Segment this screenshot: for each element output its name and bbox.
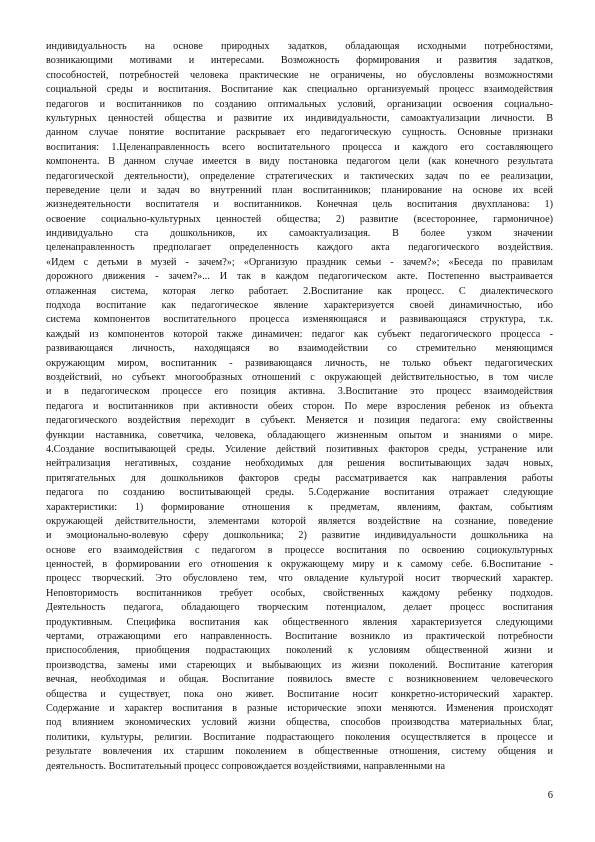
text-line: основе его взаимодействия с педагогом в процессе воспитания по освоению социокультурных — [46, 544, 553, 556]
text-line: каждый из компонентов которой также динамичен: педагог как субъект педагогического процесса - — [46, 328, 553, 340]
text-line: целенаправленность предполагает определенность каждого акта педагогического воздействия. — [46, 242, 553, 254]
text-line: общества и существует, пока оно живет. Воспитание носит конкретно-исторический характер. — [46, 688, 553, 700]
text-line: данном случае понятие воспитание раскрывает его педагогическую сущность. Основные признаки — [46, 127, 553, 139]
text-line: приспособления, приобщения подрастающих поколений к условиям общественной жизни и — [46, 645, 553, 657]
text-line: и эмоционально-волевую сферу дошкольника; 2) развитие индивидуальности дошкольника на — [46, 530, 553, 542]
document-page-body — [46, 40, 553, 774]
text-line: продуктивным. Специфика воспитания как общественного явления характеризуется следующими — [46, 616, 553, 628]
text-line: под влиянием экономических условий жизни общества, способов производства материальных благ, — [46, 717, 553, 729]
text-line: производства, замены ими стареющих и выбывающих из жизни поколений. Воспитание категория — [46, 659, 553, 671]
page-number: 6 — [547, 790, 553, 801]
text-line: нейтрализация негативных, создание необходимых для решения воспитывающих задач новых, — [46, 458, 553, 470]
text-line: возникающими мотивами и интересами. Возможность формирования и развития задатков, — [46, 55, 553, 67]
text-line: результате вовлечения их старшим поколением в общественные отношения, систему общения и — [46, 746, 553, 758]
text-line: жизнедеятельности воспитателя и воспитанников. Конечная цель воспитания двухпланова: 1) — [46, 199, 553, 211]
text-line: вечная, необходимая и общая. Воспитание появилось вместе с возникновением человеческого — [46, 674, 553, 686]
text-line: «Идем с детьми в музей - зачем?»; «Организую праздник семьи - зачем?»; «Беседа по правилам — [46, 256, 553, 268]
text-line: переведение цели и задач во внутренний план воспитанников; планирование на основе их всей — [46, 184, 553, 196]
text-line: ценностей, в формировании его отношения к окружающему миру и к самому себе. 6.Воспитание - — [46, 559, 553, 571]
text-line: педагога по созданию воспитывающей среды. 5.Содержание воспитания отражает следующие — [46, 487, 553, 499]
text-line: политики, культуры, религии. Воспитание подрастающего поколения осуществляется в процессе и — [46, 731, 553, 743]
text-line: освоение социально-культурных ценностей общества; 2) развитие (всестороннее, гармоничное) — [46, 213, 553, 225]
text-line: и в педагогическом процессе его позиция активна. 3.Воспитание это процесс взаимодействия — [46, 386, 553, 398]
text-line: характеристики: 1) формирование отношения к предметам, явлениям, фактам, событиям — [46, 501, 553, 513]
text-line: воспитания: 1.Целенаправленность всего воспитательного процесса и каждого его составляющего — [46, 141, 553, 153]
text-line: Содержание и характер воспитания в разные исторические эпохи меняются. Изменения происходят — [46, 702, 553, 714]
text-line: дорожного движения - зачем?»... И так в каждом педагогическом акте. Постепенно выстраивается — [46, 271, 553, 283]
text-line: компонента. В данном случае имеется в виду постановка педагогом цели (как конечного результата — [46, 156, 553, 168]
text-line: развивающаяся личность, находящаяся во взаимодействии со стремительно меняющимся — [46, 343, 553, 355]
text-line: подхода воспитание как педагогическое явление характеризуется своей динамичностью, ибо — [46, 300, 553, 312]
text-line: функции наставника, советчика, человека, обладающего жизненным опытом и знаниями о мире. — [46, 429, 553, 441]
text-line: отлаженная система, которая легко работает. 2.Воспитание как процесс. С диалектического — [46, 285, 553, 297]
text-line: окружающей действительности, элементами которой является воздействие на сознание, поведение — [46, 515, 553, 527]
text-line: культурных ценностей общества и развитие их индивидуальности, самоактуализации личности. В — [46, 112, 553, 124]
text-line: окружающим миром, воспитанник - развивающаяся личность, не только объект педагогических — [46, 357, 553, 369]
text-line: индивидуально ста дошкольников, их самоактуализация. В более узком значении — [46, 228, 553, 240]
text-line: чертами, отражающими его направленность. Воспитание возникло из практической потребности — [46, 631, 553, 643]
text-line: педагогов и воспитанников по созданию оптимальных условий, организации освоения социально- — [46, 98, 553, 110]
text-line: процесс творческий. Это обусловлено тем, что овладение культурой носит творческий характер. — [46, 573, 553, 585]
text-line: педагогической деятельности), определение стратегических и тактических задач по ее реализации, — [46, 170, 553, 182]
text-line: система компонентов воспитательного процесса изменяющаяся и развивающаяся структура, т.к. — [46, 314, 553, 326]
text-line: педагога и воспитанников при активности обеих сторон. По мере взросления ребенок из объекта — [46, 400, 553, 412]
text-line: 4.Создание воспитывающей среды. Усиление действий позитивных факторов среды, устранение или — [46, 443, 553, 455]
text-line: притягательных для дошкольников факторов среды рассматривается как направления работы — [46, 472, 553, 484]
text-line: способностей, потребностей человека практические не ограничены, но обусловлены возможностями — [46, 69, 553, 81]
text-line: деятельность. Воспитательный процесс сопровождается воздействиями, направленными на — [46, 760, 445, 772]
text-line: педагогического воздействия переходит в субъект. Меняется и позиция педагога: ему свойственны — [46, 415, 553, 427]
text-line: социальной среды и воспитания. Воспитание как специально организуемый процесс взаимодействия — [46, 84, 553, 96]
text-line: воздействий, но субъект многообразных отношений с окружающей действительностью, в том числе — [46, 371, 553, 383]
text-line: индивидуальность на основе природных задатков, обладающая исходными потребностями, — [46, 41, 553, 52]
text-line: Неповторимость воспитанников требует особых, свойственных каждому ребенку подходов. — [46, 587, 553, 599]
text-line: Деятельность педагога, обладающего творческим потенциалом, делает процесс воспитания — [46, 602, 553, 614]
